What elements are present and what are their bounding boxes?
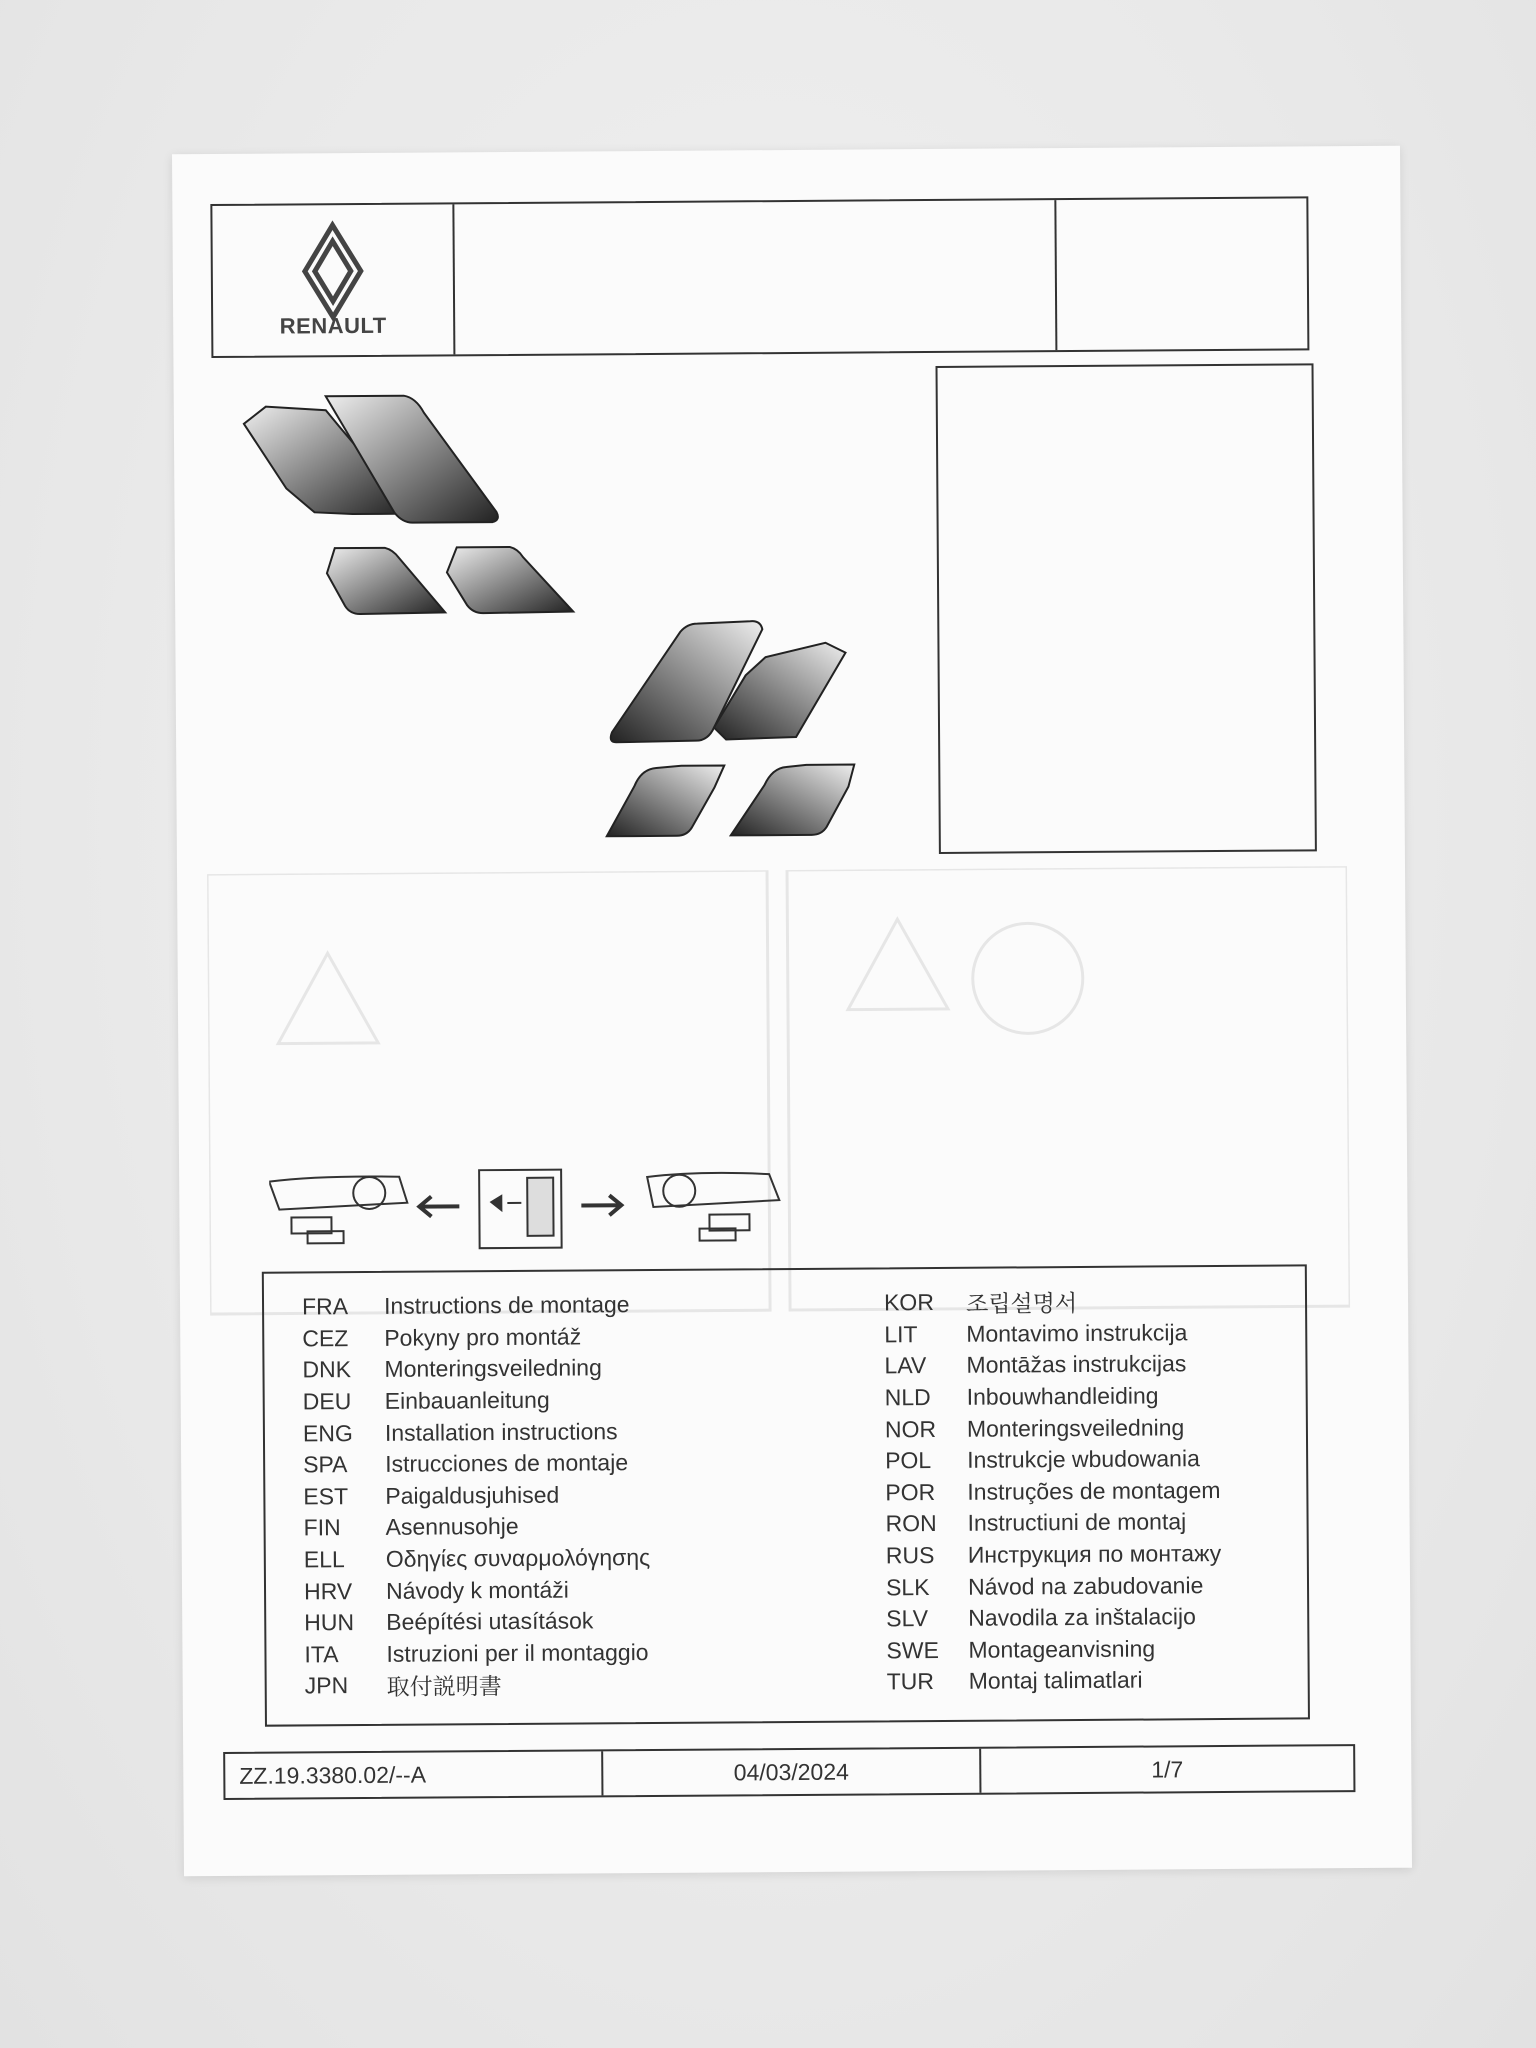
mat-rear-right: [447, 547, 573, 614]
language-code: SWE: [886, 1636, 939, 1664]
language-label: Monteringsveiledning: [384, 1354, 602, 1383]
language-label: Návod na zabudovanie: [967, 1571, 1204, 1600]
language-code: LAV: [884, 1352, 927, 1379]
language-code: NOR: [884, 1415, 937, 1443]
language-label: Istruzioni per il montaggio: [386, 1638, 649, 1667]
language-row: [886, 1569, 1222, 1603]
language-label: Asennusohje: [385, 1513, 519, 1541]
language-row: [886, 1538, 1222, 1572]
language-code: TUR: [886, 1668, 935, 1695]
language-row: [304, 1573, 651, 1607]
floor-mats-illustration: [234, 374, 897, 859]
language-label: 取付説明書: [386, 1673, 502, 1701]
language-label: Installation instructions: [384, 1417, 618, 1446]
language-code: JPN: [304, 1672, 349, 1699]
language-label: Monteringsveiledning: [966, 1413, 1185, 1442]
language-label: Instructiuni de montaj: [967, 1508, 1187, 1537]
language-label: 조립설명서: [965, 1290, 1078, 1318]
instruction-sheet: [172, 146, 1412, 1877]
warning-icon: [278, 953, 379, 1044]
language-row: [303, 1479, 650, 1513]
language-label: Beépítési utasítások: [386, 1607, 594, 1636]
page-number: 1/7: [1151, 1755, 1184, 1783]
language-label: Montāžas instrukcijas: [966, 1350, 1187, 1379]
language-column-right: [884, 1285, 1222, 1698]
language-label: Οδηγίες συναρμολόγησης: [385, 1544, 651, 1572]
document-swap-icon: [479, 1170, 562, 1249]
mat-rear-left: [327, 547, 445, 614]
language-code: CEZ: [302, 1324, 349, 1352]
language-label: Návody k montáži: [385, 1576, 569, 1604]
language-label: Einbauanleitung: [384, 1386, 550, 1414]
language-code: NLD: [884, 1384, 931, 1411]
language-row: [304, 1542, 651, 1576]
language-row: [302, 1352, 649, 1386]
language-row: [885, 1443, 1221, 1477]
language-code: HUN: [304, 1609, 355, 1636]
language-label: Instructions de montage: [383, 1291, 630, 1320]
language-row: [302, 1321, 649, 1355]
language-label: Paigaldusjuhised: [385, 1481, 560, 1509]
language-row: [887, 1664, 1223, 1698]
language-label: Navodila za inštalacijo: [968, 1603, 1196, 1632]
header-table: [210, 196, 1309, 358]
language-row: [303, 1384, 650, 1418]
language-row: [886, 1633, 1222, 1667]
language-code: RON: [885, 1510, 937, 1537]
language-code: SLV: [886, 1605, 929, 1632]
language-code: SPA: [303, 1451, 348, 1478]
language-label: Instruções de montagem: [967, 1476, 1221, 1505]
language-code: LIT: [884, 1321, 918, 1348]
language-row: [304, 1637, 651, 1671]
language-code: POL: [885, 1447, 932, 1474]
language-row: [885, 1380, 1221, 1414]
footer-table: [223, 1744, 1355, 1800]
language-label: Montavimo instrukcija: [966, 1319, 1188, 1347]
language-code: EST: [303, 1482, 349, 1510]
arrow-left-icon: [419, 1196, 459, 1216]
language-code: KOR: [883, 1289, 934, 1316]
drive-side-illustration: [269, 1160, 790, 1258]
warning-icon: [847, 919, 948, 1010]
language-label: Montaj talimatlari: [968, 1666, 1143, 1695]
document-date: 04/03/2024: [603, 1749, 981, 1796]
left-hand-drive-dashboard-icon: [269, 1176, 407, 1243]
language-code: DEU: [302, 1388, 352, 1415]
language-row: [885, 1475, 1221, 1509]
right-hand-drive-dashboard-icon: [647, 1172, 779, 1241]
language-row: [304, 1605, 651, 1639]
language-code: FRA: [301, 1293, 349, 1320]
language-label: Pokyny pro montáž: [384, 1323, 582, 1351]
language-row: [302, 1289, 649, 1323]
language-code: DNK: [302, 1356, 352, 1383]
language-label: Инструкция по монтажу: [967, 1540, 1222, 1568]
language-code: POR: [885, 1478, 936, 1506]
arrow-right-icon: [581, 1195, 621, 1215]
language-row: [303, 1447, 650, 1481]
mat-lower-rear-left: [606, 765, 724, 836]
mat-lower-rear-right: [730, 765, 854, 836]
language-row: [305, 1668, 652, 1702]
header-right-cell: [1054, 198, 1307, 350]
language-code: ITA: [304, 1641, 339, 1668]
language-code: SLK: [885, 1573, 930, 1600]
language-row: [885, 1411, 1221, 1445]
language-row: [884, 1348, 1220, 1382]
language-row: [884, 1285, 1220, 1319]
language-code: FIN: [303, 1514, 341, 1541]
language-code: ENG: [302, 1419, 353, 1447]
language-row: [303, 1415, 650, 1449]
brand-name: RENAULT: [279, 312, 387, 339]
language-row: [886, 1601, 1222, 1635]
language-label: Instrukcje wbudowania: [967, 1445, 1200, 1474]
logo-cell: [212, 204, 455, 356]
language-code: RUS: [885, 1542, 935, 1569]
language-row: [884, 1317, 1220, 1351]
language-row: [885, 1506, 1221, 1540]
language-code: ELL: [303, 1546, 345, 1573]
language-code: HRV: [303, 1577, 353, 1605]
language-label: Montageanvisning: [968, 1635, 1156, 1663]
language-row: [303, 1510, 650, 1544]
document-reference: ZZ.19.3380.02/--A: [225, 1751, 603, 1798]
language-list: [262, 1264, 1310, 1726]
language-label: Inbouwhandleiding: [966, 1382, 1159, 1410]
image-frame: [936, 363, 1317, 854]
language-label: Istrucciones de montaje: [385, 1449, 629, 1478]
language-column-left: [302, 1289, 651, 1702]
